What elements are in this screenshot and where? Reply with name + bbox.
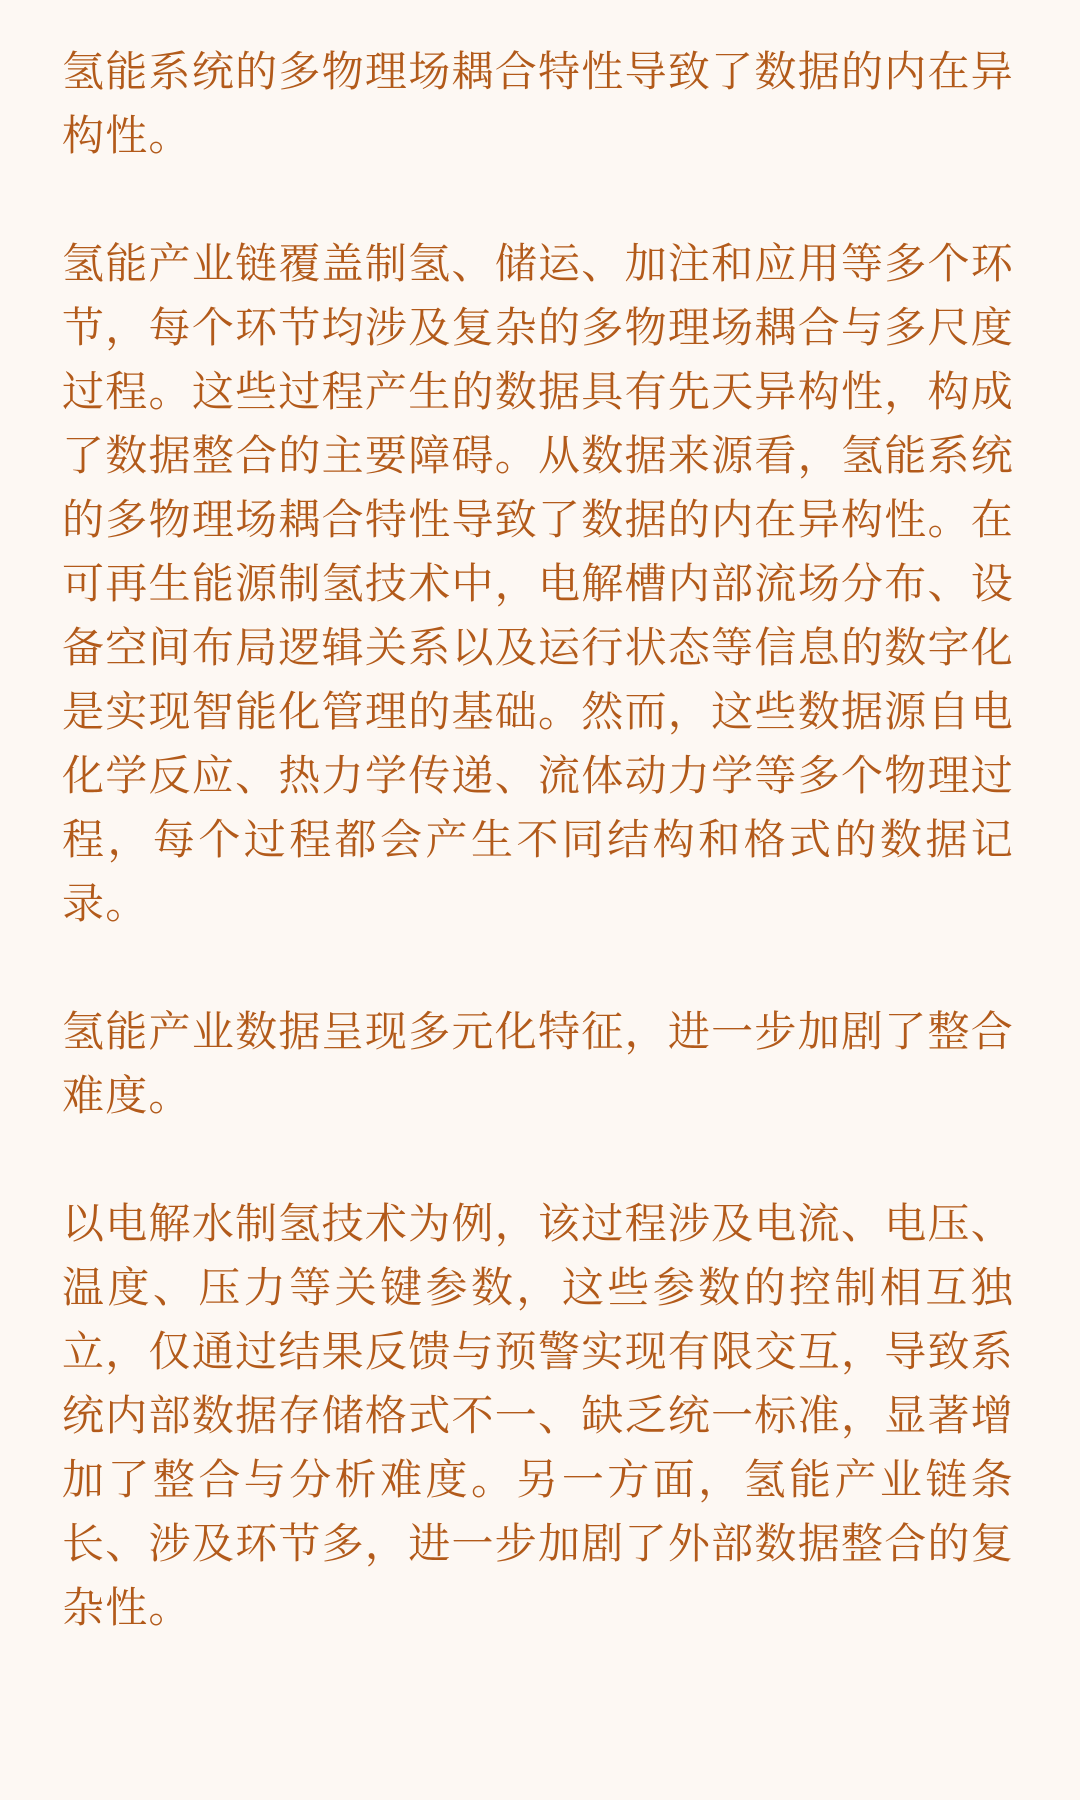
paragraph-industry-chain: 氢能产业链覆盖制氢、储运、加注和应用等多个环节，每个环节均涉及复杂的多物理场耦合与多尺度过程。这些过程产生的数据具有先天异构性，构成了数据整合的主要障碍。从数据来源看，氢能系统的多物理场耦合特性导致了数据的内在异构性。在可再生能源制氢技术中，电解槽内部流场分布、设备空间布局逻辑关系以及运行状态等信息的数字化是实现智能化管理的基础。然而，这些数据源自电化学反应、热力学传递、流体动力学等多个物理过程，每个过程都会产生不同结构和格式的数据记录。 xyxy=(62,239,1014,928)
paragraph-heading-diversity: 氢能产业数据呈现多元化特征，进一步加剧了整合难度。 xyxy=(62,1007,1014,1120)
paragraph-electrolysis-example: 以电解水制氢技术为例，该过程涉及电流、电压、温度、压力等关键参数，这些参数的控制相互独立，仅通过结果反馈与预警实现有限交互，导致系统内部数据存储格式不一、缺乏统一标准，显著增加了整合与分析难度。另一方面，氢能产业链条长、涉及环节多，进一步加剧了外部数据整合的复杂性。 xyxy=(62,1199,1014,1632)
paragraph-heading-heterogeneity: 氢能系统的多物理场耦合特性导致了数据的内在异构性。 xyxy=(62,47,1014,160)
